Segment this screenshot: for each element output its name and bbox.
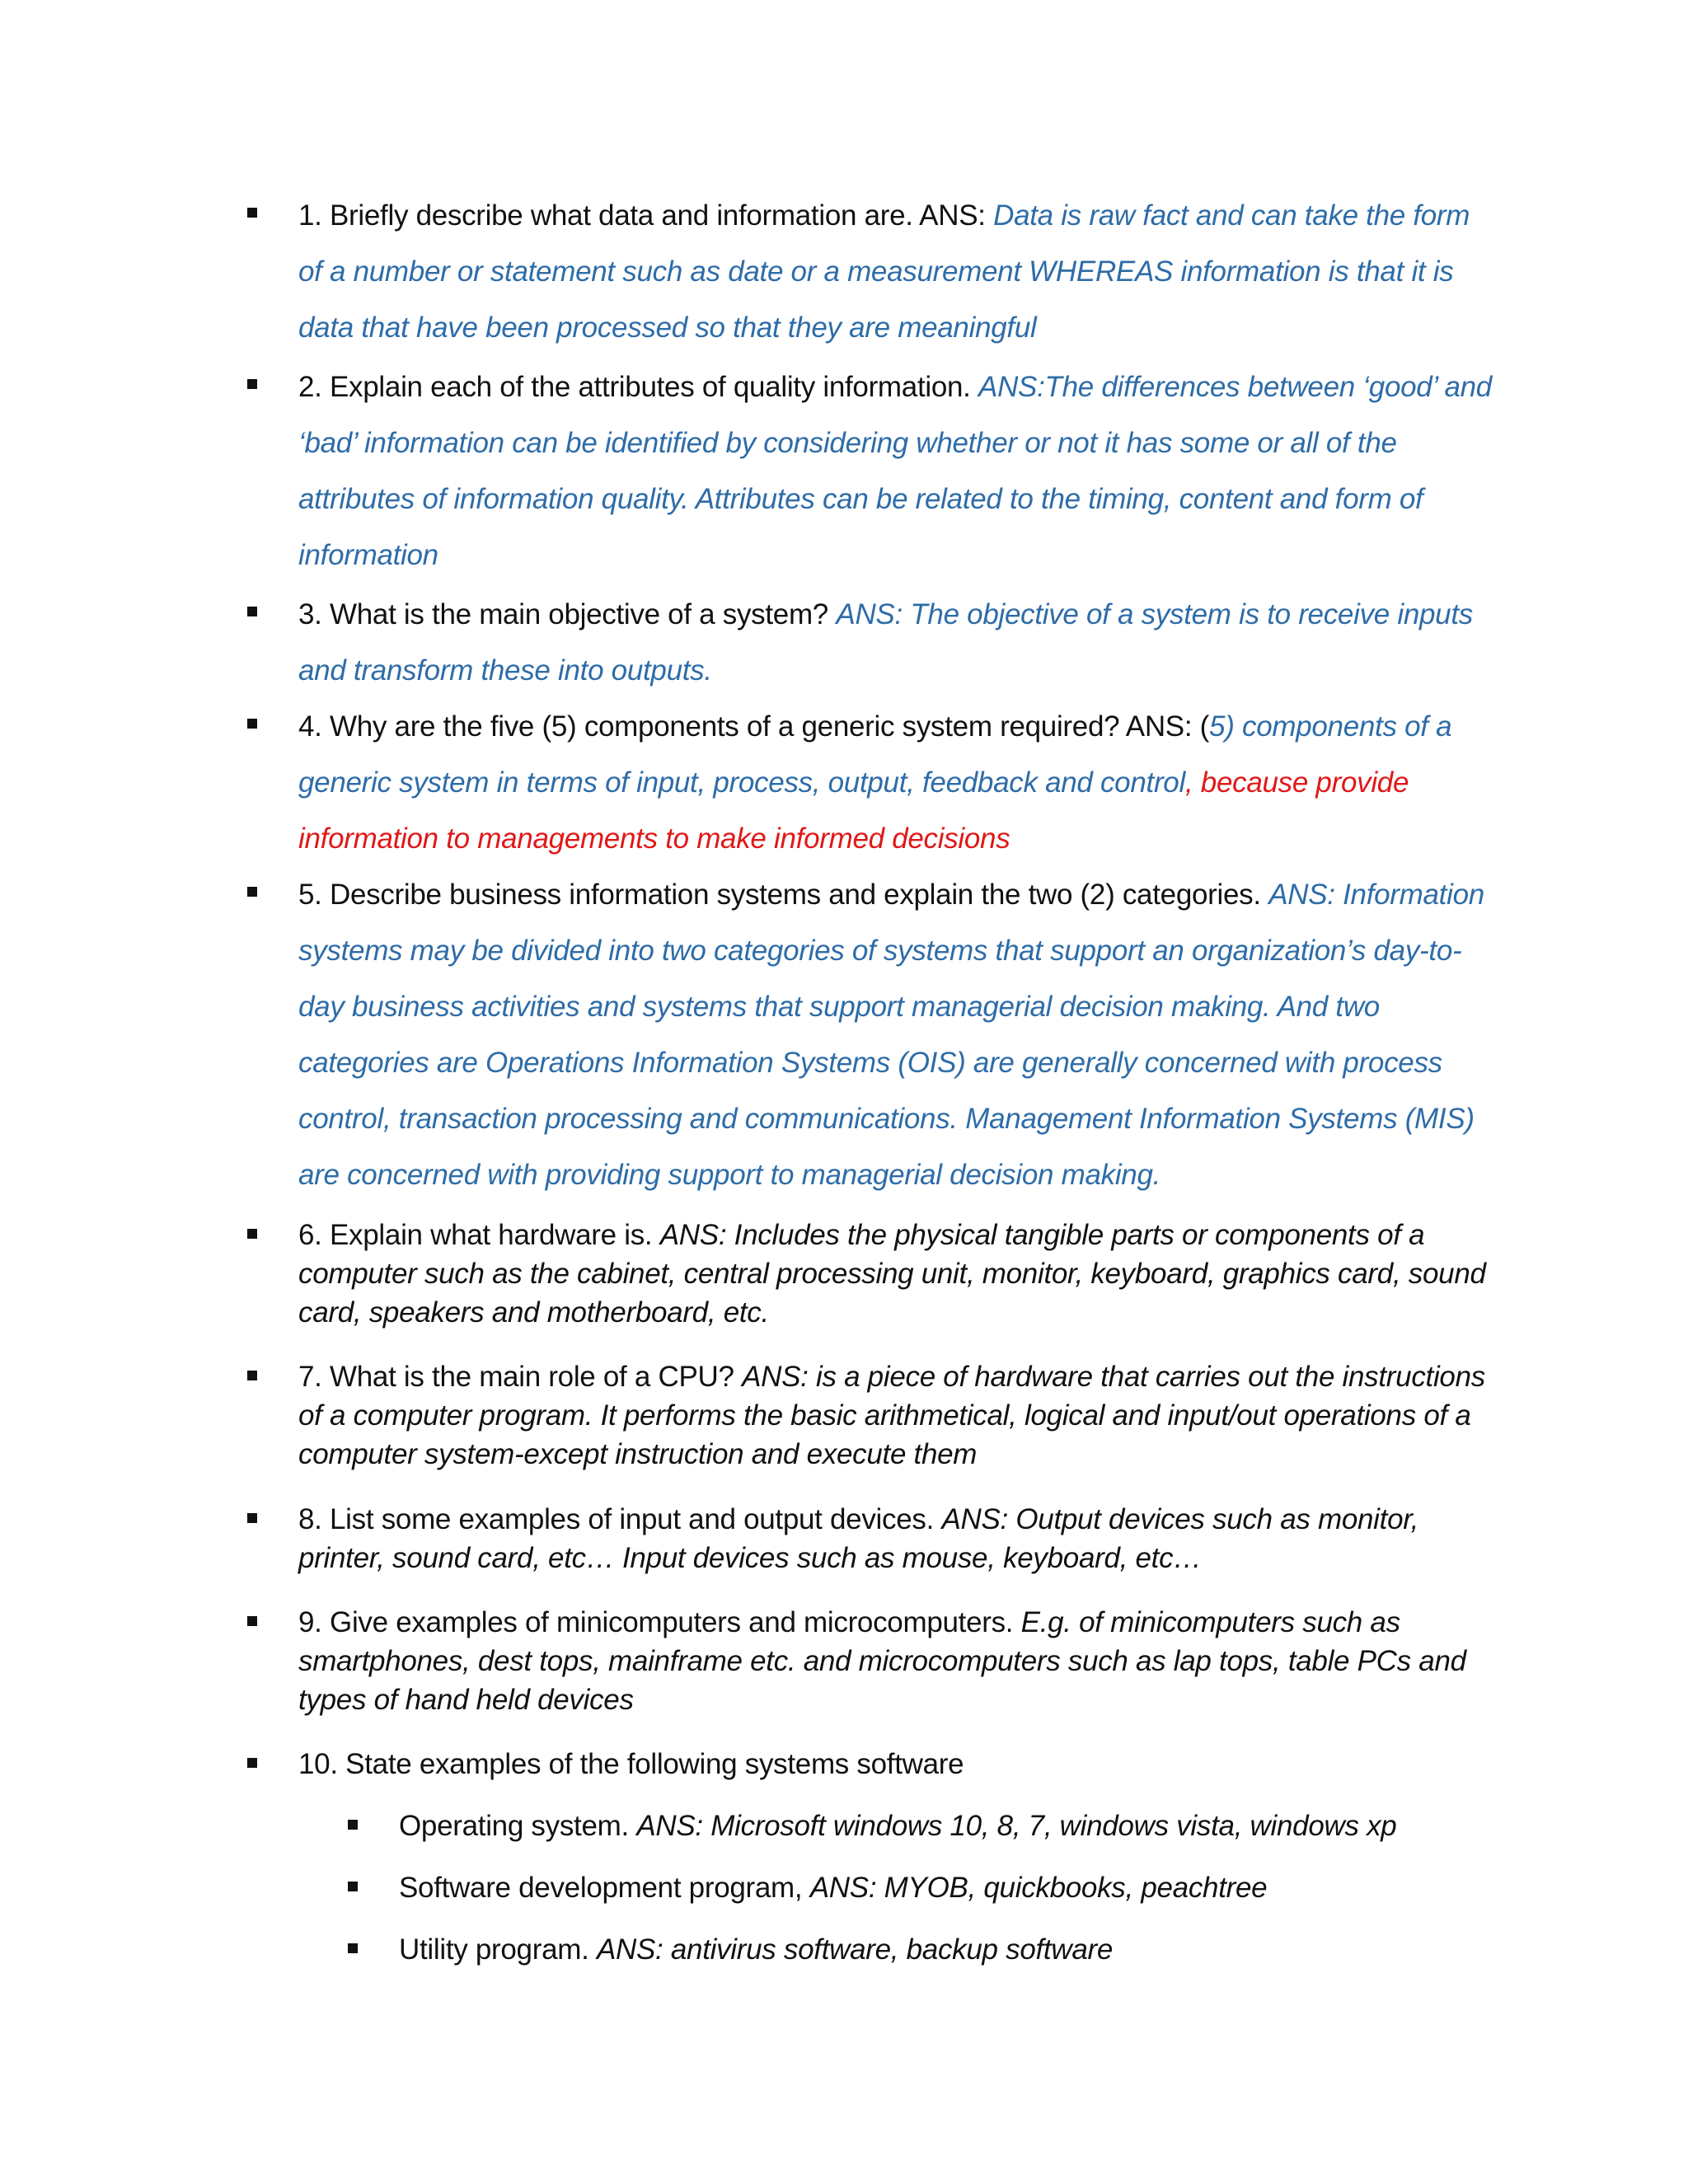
sub-item-text [399,1868,1419,1907]
q9-text [298,1603,1500,1719]
bullet-icon [247,887,257,897]
q4-answer-red: , because provide information to managements to make informed decisions [298,766,1409,855]
q10-question: 10. State examples of the following systems software [298,1748,964,1780]
q9-question: 9. Give examples of minicomputers and microcomputers. [298,1606,1021,1638]
bullet-icon [247,1229,257,1239]
bullet-icon [247,1513,257,1523]
bullet-icon [348,1882,358,1891]
bullet-icon [247,607,257,616]
q7-answer: ANS: is a piece of hardware that carries out the instructions of a computer program. It performs the basic arithmetical, logical and input/out operations of a computer system-except instruction and execute them [298,1361,1485,1470]
sub-item-label: Operating system. [399,1810,637,1842]
q8-text [298,1500,1500,1577]
q4-answer: 5) components of a generic system in terms of input, process, output, feedback and control [298,710,1452,799]
q1-question: 1. Briefly describe what data and information are. ANS: [298,199,994,232]
q9-answer: E.g. of minicomputers such as smartphones, dest tops, mainframe etc. and microcomputers such as lap tops, table PCs and types of hand held devices [298,1606,1466,1716]
sub-item-answer: ANS: Microsoft windows 10, 8, 7, windows vista, windows xp [636,1810,1397,1842]
q3-question: 3. What is the main objective of a system? [298,598,837,630]
q2-answer: ANS:The differences between ‘good’ and ‘bad’ information can be identified by considering whether or not it has some or all of the attributes of information quality. Attributes can be related to the timing, content and form of information [298,371,1492,571]
bullet-icon [247,1371,257,1380]
q3-answer: ANS: The objective of a system is to receive inputs and transform these into outputs. [298,598,1473,687]
sub-item-answer: ANS: MYOB, quickbooks, peachtree [809,1872,1268,1904]
q5-question: 5. Describe business information systems and explain the two (2) categories. [298,879,1269,911]
q6-text [298,1216,1500,1332]
q8-question: 8. List some examples of input and output devices. [298,1503,942,1535]
bullet-icon [247,1616,257,1626]
sub-item-text [399,1930,1419,1969]
q1-answer: Data is raw fact and can take the form of a number or statement such as date or a measurement WHEREAS information is that it is data that have been processed so that they are meaningful [298,199,1470,344]
q4-text [298,699,1500,867]
bullet-icon [247,379,257,389]
q10-text [298,1745,1500,1783]
bullet-icon [247,1758,257,1768]
bullet-icon [247,719,257,729]
q2-text [298,359,1500,583]
q6-answer: ANS: Includes the physical tangible parts or components of a computer such as the cabinet, central processing unit, monitor, keyboard, graphics card, sound card, speakers and motherboard, etc. [298,1219,1486,1329]
q6-question: 6. Explain what hardware is. [298,1219,660,1251]
bullet-icon [247,208,257,218]
q7-question: 7. What is the main role of a CPU? [298,1361,743,1393]
q7-text [298,1357,1500,1474]
bullet-icon [348,1943,358,1953]
sub-item-label: Software development program, [399,1872,810,1904]
q5-text [298,867,1500,1203]
q3-text [298,587,1500,699]
q1-text [298,188,1500,356]
q4-question: 4. Why are the five (5) components of a generic system required? ANS: ( [298,710,1210,743]
sub-item-text [399,1807,1419,1845]
q8-answer: ANS: Output devices such as monitor, printer, sound card, etc… Input devices such as mouse, keyboard, etc… [298,1503,1419,1574]
sub-item-answer: ANS: antivirus software, backup software [596,1933,1114,1966]
q5-answer: ANS: Information systems may be divided into two categories of systems that support an organization’s day-to-day business activities and systems that support managerial decision making. And two categories are Operations Information Systems (OIS) are generally concerned with process control, transaction processing and communications. Management Information Systems (MIS) are concerned with providing support to managerial decision making. [298,879,1484,1191]
sub-item-label: Utility program. [399,1933,597,1966]
q2-question: 2. Explain each of the attributes of quality information. [298,371,979,403]
bullet-icon [348,1820,358,1830]
